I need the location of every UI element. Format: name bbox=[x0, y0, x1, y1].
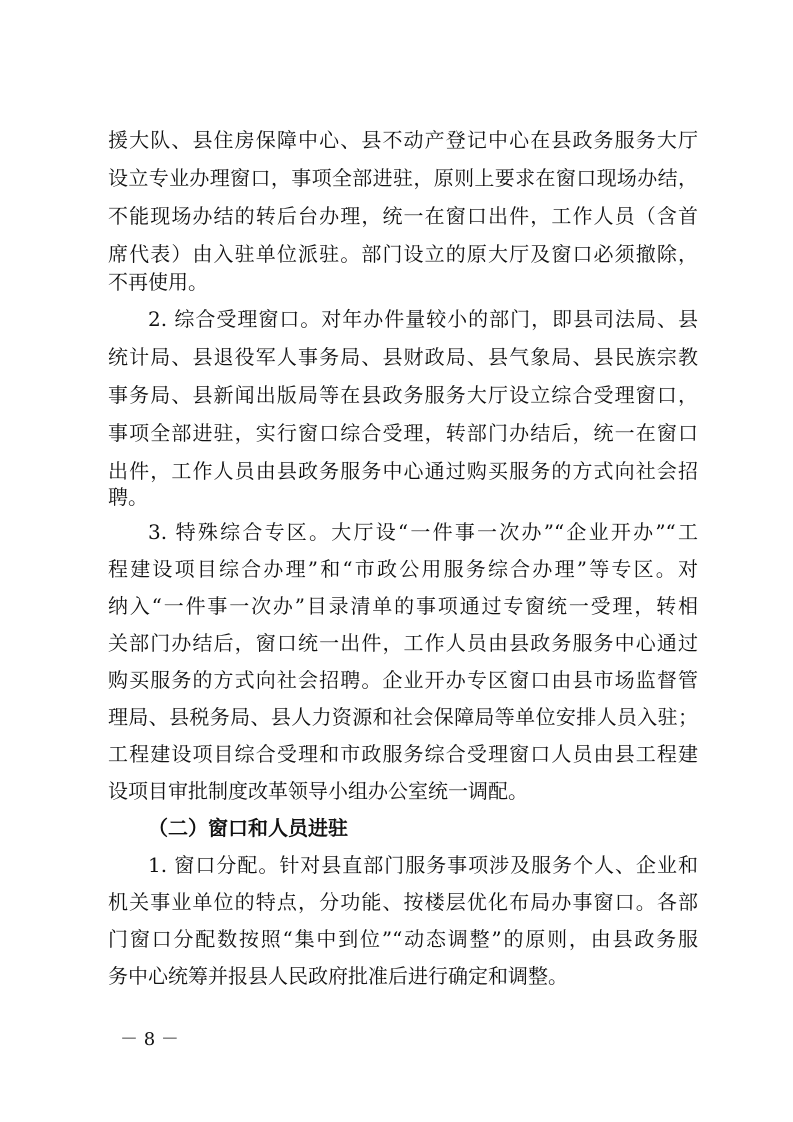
paragraph-line: 纳入“一件事一次办”目录清单的事项通过专窗统一受理，转相 bbox=[108, 594, 698, 618]
page-number: － 8 － bbox=[120, 1029, 179, 1050]
paragraph-line: 设项目审批制度改革领导小组办公室统一调配。 bbox=[108, 779, 528, 803]
section-heading: （二）窗口和人员进驻 bbox=[148, 816, 348, 840]
paragraph-line: 务中心统筹并报县人民政府批准后进行确定和调整。 bbox=[108, 964, 568, 988]
paragraph-line: 统计局、县退役军人事务局、县财政局、县气象局、县民族宗教 bbox=[108, 345, 698, 369]
paragraph-line: 购买服务的方式向社会招聘。企业开办专区窗口由县市场监督管 bbox=[108, 668, 698, 692]
paragraph-line: 事务局、县新闻出版局等在县政务服务大厅设立综合受理窗口， bbox=[108, 383, 698, 407]
paragraph-line: 设立专业办理窗口，事项全部进驻，原则上要求在窗口现场办结， bbox=[108, 166, 698, 190]
paragraph-line: 援大队、县住房保障中心、县不动产登记中心在县政务服务大厅 bbox=[108, 128, 698, 152]
paragraph-line: 出件，工作人员由县政务服务中心通过购买服务的方式向社会招 bbox=[108, 459, 698, 483]
paragraph-line: 事项全部进驻，实行窗口综合受理，转部门办结后，统一在窗口 bbox=[108, 421, 698, 445]
paragraph-line: 机关事业单位的特点，分功能、按楼层优化布局办事窗口。各部 bbox=[108, 890, 698, 914]
paragraph-line: 1. 窗口分配。针对县直部门服务事项涉及服务个人、企业和 bbox=[148, 853, 698, 877]
paragraph-line: 2. 综合受理窗口。对年办件量较小的部门，即县司法局、县 bbox=[148, 307, 698, 331]
paragraph-line: 关部门办结后，窗口统一出件，工作人员由县政务服务中心通过 bbox=[108, 631, 698, 655]
paragraph-line: 不能现场办结的转后台办理，统一在窗口出件，工作人员（含首 bbox=[108, 204, 698, 228]
paragraph-line: 聘。 bbox=[108, 485, 148, 509]
paragraph-line: 门窗口分配数按照“集中到位”“动态调整”的原则，由县政务服 bbox=[108, 927, 698, 951]
paragraph-line: 工程建设项目综合受理和市政服务综合受理窗口人员由县工程建 bbox=[108, 742, 698, 766]
paragraph-line: 席代表）由入驻单位派驻。部门设立的原大厅及窗口必须撤除， bbox=[108, 242, 698, 266]
paragraph-line: 不再使用。 bbox=[108, 270, 208, 294]
paragraph-line: 程建设项目综合办理”和“市政公用服务综合办理”等专区。对 bbox=[108, 557, 698, 581]
paragraph-line: 理局、县税务局、县人力资源和社会保障局等单位安排人员入驻； bbox=[108, 705, 698, 729]
paragraph-line: 3. 特殊综合专区。大厅设“一件事一次办”“企业开办”“工 bbox=[148, 520, 698, 544]
